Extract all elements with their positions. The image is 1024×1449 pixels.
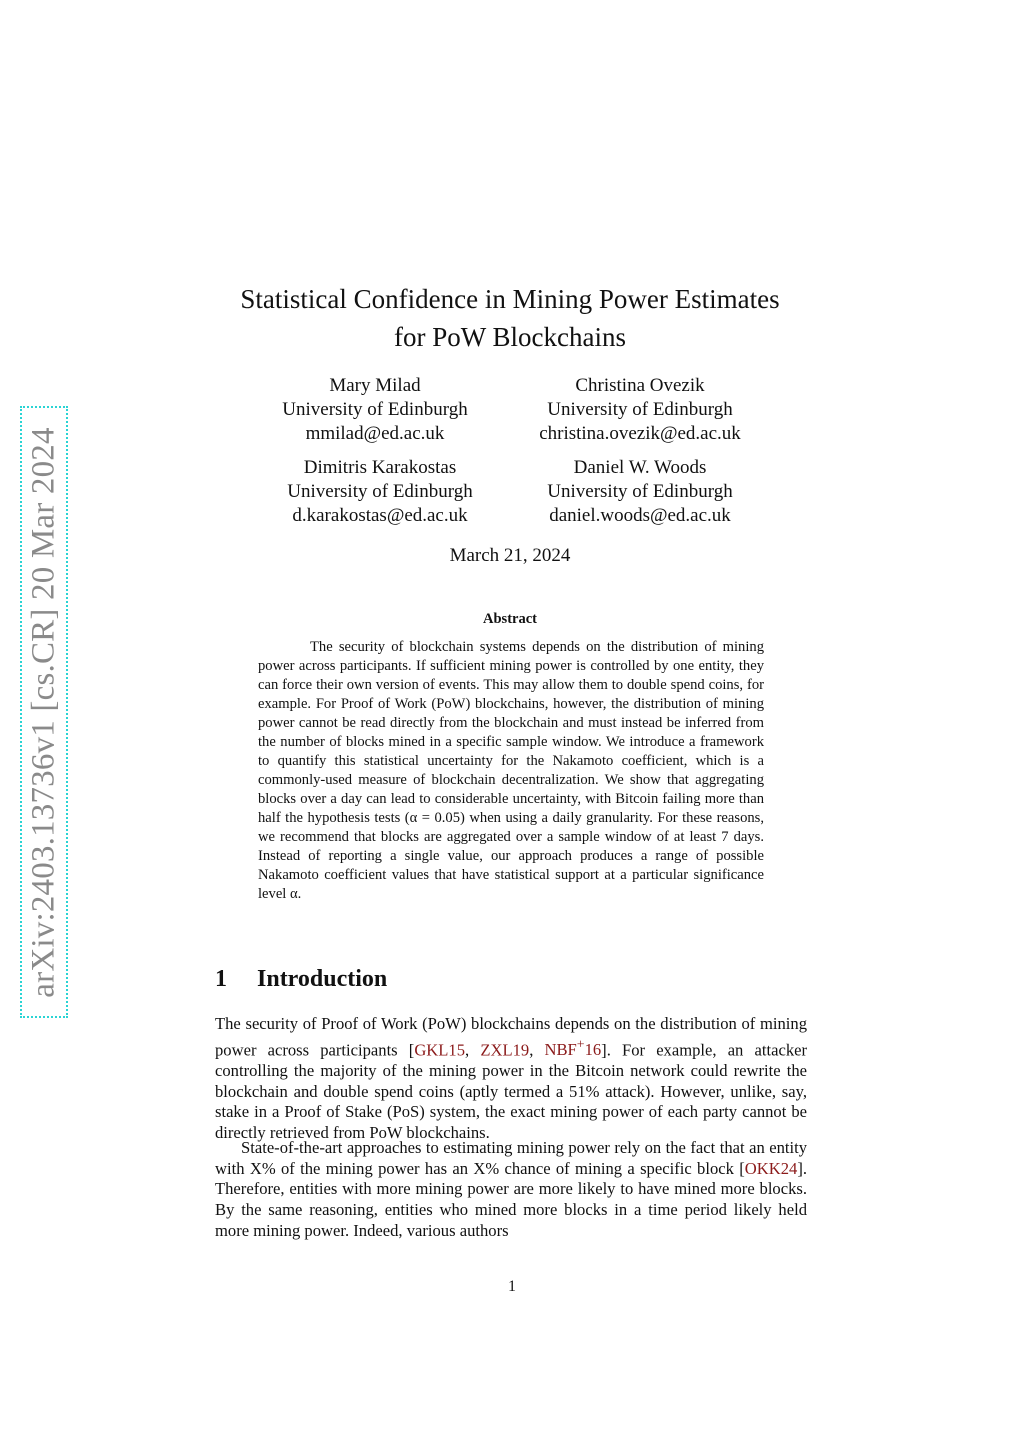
author-email[interactable]: christina.ovezik@ed.ac.uk (539, 423, 741, 444)
intro-text: ]. Therefore, entities with more mining power are more likely to have mined more blocks. By the same reasoning, entities who mined more blocks in a time period likely held more mining power. Indeed, various authors (215, 1158, 807, 1240)
paper-title (150, 280, 870, 356)
citation-base: NBF (544, 1040, 577, 1060)
title-line-1: Statistical Confidence in Mining Power Estimates (240, 284, 780, 314)
author-block-ovezik (500, 374, 780, 446)
citation-separator: , (529, 1040, 545, 1060)
abstract-heading: Abstract (483, 611, 537, 627)
citation-year: 16 (584, 1040, 602, 1060)
arxiv-stamp[interactable] (20, 406, 68, 1018)
intro-text: State-of-the-art approaches to estimating mining power rely on the fact that an entity with X% of the mining power has an X% chance of mining a specific block [ (215, 1138, 807, 1178)
author-affiliation: University of Edinburgh (547, 399, 733, 420)
citation-separator: , (465, 1040, 481, 1060)
citation-zxl19[interactable]: ZXL19 (480, 1040, 530, 1060)
author-block-karakostas (240, 456, 520, 528)
intro-paragraph-2 (215, 1138, 807, 1242)
author-block-woods (500, 456, 780, 528)
title-line-2: for PoW Blockchains (394, 322, 626, 352)
citation-superscript: + (576, 1036, 585, 1052)
page-number: 1 (508, 1278, 516, 1295)
author-block-milad (235, 374, 515, 446)
citation-gkl15[interactable]: GKL15 (414, 1040, 466, 1060)
section-heading-introduction (215, 966, 815, 993)
author-name: Daniel W. Woods (573, 457, 707, 478)
arxiv-id[interactable]: arXiv:2403.13736v1 [cs.CR] 20 Mar 2024 (25, 426, 62, 998)
author-affiliation: University of Edinburgh (547, 481, 733, 502)
citation-nbf16[interactable] (544, 1036, 602, 1060)
citation-okk24[interactable]: OKK24 (744, 1158, 798, 1178)
publication-date: March 21, 2024 (449, 545, 571, 566)
intro-text: The security of Proof of Work (PoW) blockchains depends on the distribution of mining power across participants [ (215, 1014, 807, 1060)
author-email[interactable]: daniel.woods@ed.ac.uk (549, 505, 731, 526)
abstract-text: The security of blockchain systems depends on the distribution of mining power across participants. If sufficient mining power is controlled by one entity, they can force their own version of events. This may allow them to double spend coins, for example. For Proof of Work (PoW) blockchains, however, the distribution of mining power cannot be read directly from the blockchain and must instead be inferred from the number of blocks mined in a specific sample window. We introduce a framework to quantify this statistical uncertainty for the Nakamoto coefficient, which is a commonly-used measure of blockchain decentralization. We show that aggregating blocks over a day can lead to considerable uncertainty, with Bitcoin failing more than half the hypothesis tests (α = 0.05) when using a daily granularity. For these reasons, we recommend that blocks are aggregated over a sample window of at least 7 days. Instead of reporting a single value, our approach produces a range of possible Nakamoto coefficient values that have statistical support at a particular significance level α. (258, 639, 764, 902)
author-name: Dimitris Karakostas (303, 457, 457, 478)
author-email[interactable]: mmilad@ed.ac.uk (305, 423, 445, 444)
author-name: Mary Milad (329, 375, 421, 396)
author-affiliation: University of Edinburgh (287, 481, 473, 502)
intro-paragraph-1 (215, 1014, 807, 1144)
section-title: Introduction (257, 966, 388, 992)
intro-text: ]. For example, an attacker controlling the majority of the mining power in the Bitcoin network could rewrite the blockchain and double spend coins (aptly termed a 51% attack). However, unlike, say, stake in a Proof of Stake (PoS) system, the exact mining power of each party cannot be directly retrieved from PoW blockchains. (215, 1040, 808, 1143)
section-number: 1 (215, 966, 227, 992)
author-affiliation: University of Edinburgh (282, 399, 468, 420)
author-email[interactable]: d.karakostas@ed.ac.uk (292, 505, 468, 526)
author-name: Christina Ovezik (575, 375, 705, 396)
